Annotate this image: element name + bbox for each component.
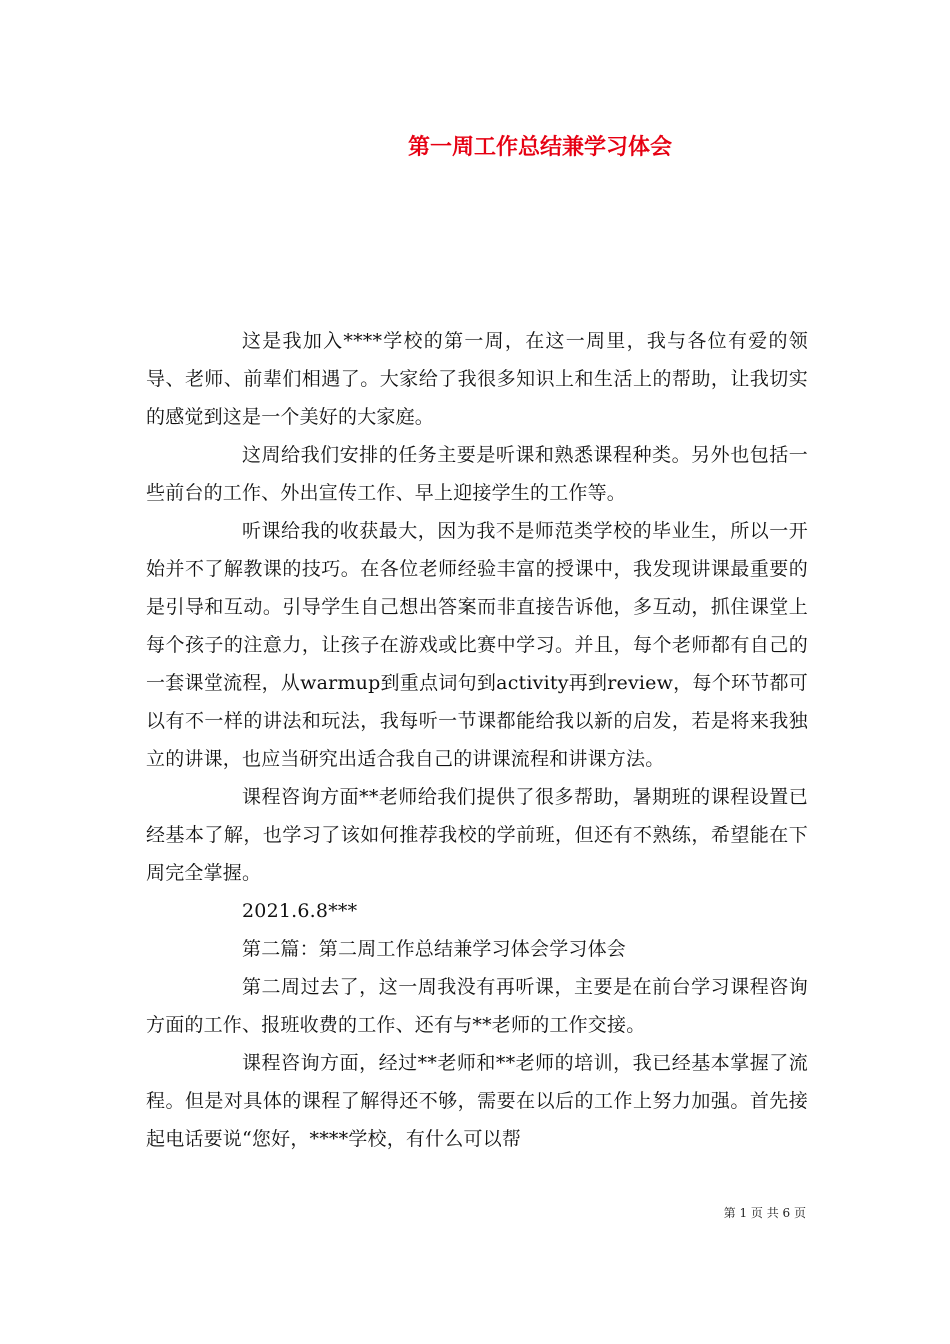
date-line: 2021.6.8***	[242, 900, 358, 922]
paragraph-1: 这是我加入****学校的第一周，在这一周里，我与各位有爱的领导、老师、前辈们相遇了。大家给了我很多知识上和生活上的帮助，让我切实的感觉到这是一个美好的大家庭。	[146, 330, 808, 428]
paragraph-5: 第二周过去了，这一周我没有再听课，主要是在前台学习课程咨询方面的工作、报班收费的工作、还有与**老师的工作交接。	[146, 976, 808, 1036]
paragraph-6: 课程咨询方面，经过**老师和**老师的培训，我已经基本掌握了流程。但是对具体的课程了解得还不够，需要在以后的工作上努力加强。首先接起电话要说“您好，****学校，有什么可以帮	[146, 1052, 808, 1150]
section-heading: 第二篇：第二周工作总结兼学习体会学习体会	[242, 938, 627, 960]
paragraph-2: 这周给我们安排的任务主要是听课和熟悉课程种类。另外也包括一些前台的工作、外出宣传工作、早上迎接学生的工作等。	[146, 444, 808, 504]
paragraph-4: 课程咨询方面**老师给我们提供了很多帮助，暑期班的课程设置已经基本了解，也学习了该如何推荐我校的学前班，但还有不熟练，希望能在下周完全掌握。	[146, 786, 808, 884]
paragraph-3: 听课给我的收获最大，因为我不是师范类学校的毕业生，所以一开始并不了解教课的技巧。在各位老师经验丰富的授课中，我发现讲课最重要的是引导和互动。引导学生自己想出答案而非直接告诉他，多互动，抓住课堂上每个孩子的注意力，让孩子在游戏或比赛中学习。并且，每个老师都有自己的一套课堂流程，从warmup到重点词句到activity再到review，每个环节都可以有不一样的讲法和玩法，我每听一节课都能给我以新的启发，若是将来我独立的讲课，也应当研究出适合我自己的讲课流程和讲课方法。	[146, 520, 808, 770]
page-number: 第 1 页 共 6 页	[723, 1206, 806, 1220]
document-title: 第一周工作总结兼学习体会	[407, 135, 672, 160]
document-body	[146, 322, 808, 1158]
